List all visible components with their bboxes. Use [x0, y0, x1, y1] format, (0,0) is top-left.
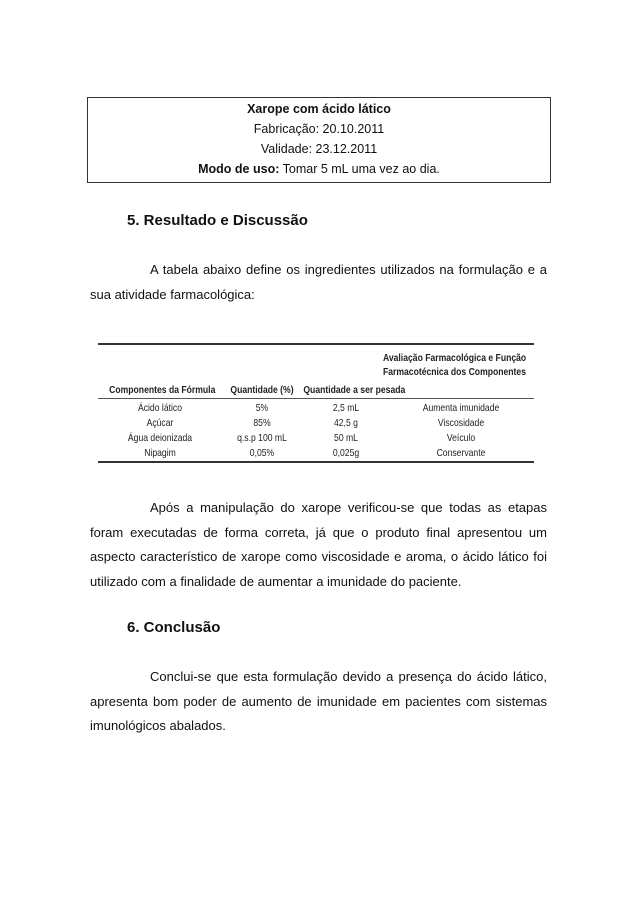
header-avaliacao-line-1: Avaliação Farmacológica e Função	[382, 352, 527, 364]
cell-weighed: 2,5 mL	[332, 402, 360, 414]
cell-component: Água deionizada	[127, 432, 193, 444]
section-5-discussion-paragraph: Após a manipulação do xarope verificou-se que todas as etapas foram executadas de forma correta, já que o produto final apresentou um aspecto característico de xarope como viscosidade e aroma, o ácido lático foi utilizado com a finalidade de aumentar a imunidade do paciente.	[90, 500, 547, 589]
table-bottom-rule	[98, 461, 534, 463]
label-title: Xarope com ácido lático	[247, 102, 391, 116]
header-componentes: Componentes da Fórmula	[109, 384, 216, 396]
cell-function: Conservante	[436, 447, 486, 459]
label-modo-de-uso	[88, 159, 550, 179]
cell-quantity: 5%	[255, 402, 269, 414]
cell-function: Veículo	[446, 432, 476, 444]
cell-weighed: 42,5 g	[334, 417, 358, 429]
section-5-heading: 5. Resultado e Discussão	[127, 212, 308, 229]
cell-quantity: q.s.p 100 mL	[237, 432, 287, 444]
formula-table	[98, 343, 534, 463]
header-quantidade-pesada: Quantidade a ser pesada	[303, 384, 406, 396]
label-fabricacao: Fabricação: 20.10.2011	[253, 122, 385, 136]
header-quantidade: Quantidade (%)	[230, 384, 294, 396]
cell-weighed: 0,025g	[332, 447, 360, 459]
label-validade: Validade: 23.12.2011	[260, 142, 378, 156]
cell-component: Ácido lático	[137, 402, 183, 414]
section-6-conclusion-paragraph: Conclui-se que esta formulação devido a presença do ácido lático, apresenta bom poder de aumento de imunidade em pacientes com sistemas imunológicos abalados.	[90, 669, 547, 733]
table-header-rule	[98, 398, 534, 399]
section-6-heading: 6. Conclusão	[127, 619, 221, 636]
cell-component: Nipagim	[144, 447, 176, 459]
cell-function: Aumenta imunidade	[422, 402, 500, 414]
cell-quantity: 85%	[253, 417, 271, 429]
section-5-intro-paragraph: A tabela abaixo define os ingredientes utilizados na formulação e a sua atividade farmacológica:	[90, 262, 547, 302]
modo-de-uso-label: Modo de uso:	[198, 162, 280, 176]
table-top-rule	[98, 343, 534, 345]
cell-weighed: 50 mL	[334, 432, 358, 444]
header-avaliacao-line-2: Farmacotécnica dos Componentes	[382, 366, 527, 378]
modo-de-uso-text: Tomar 5 mL uma vez ao dia.	[279, 162, 440, 176]
cell-component: Açúcar	[146, 417, 174, 429]
cell-function: Viscosidade	[437, 417, 485, 429]
cell-quantity: 0,05%	[249, 447, 275, 459]
product-label-box	[87, 97, 551, 183]
